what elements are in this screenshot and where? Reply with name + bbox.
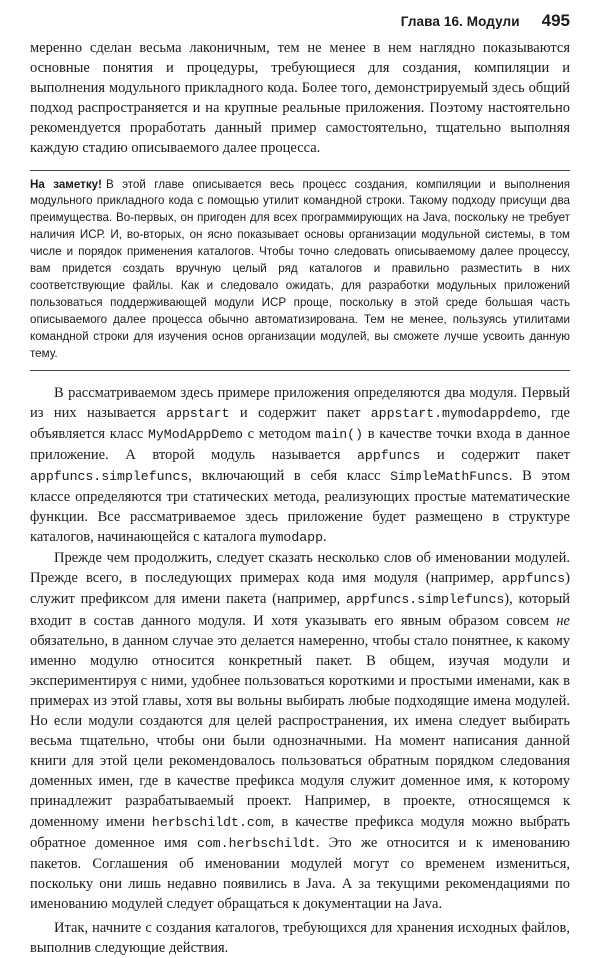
text-run: , включающий в себя класс — [188, 467, 391, 484]
page-body — [30, 38, 570, 958]
code-domain: herbschildt.com — [151, 814, 271, 830]
chapter-title: Глава 16. Модули — [400, 13, 520, 29]
note-label: На заметку! — [30, 177, 102, 191]
note-text: В этой главе описывается весь процесс создания, компиляции и выполнения модульного прикладного кода с помощью утилит командной строки. Такому подходу присущи два преимущества. Во-первых, он пригоден для всех программирующих на Java, поскольку не требует наличия ИСР. И, во-вторых, он ясно показывает основы организации модульной системы, в том числе и порядок применения каталогов. Чтобы точно следовать описываемому далее процессу, вам придется создать вручную целый ряд каталогов и правильно разместить в них соответствующие файлы. Как и следовало ожидать, для разработки модульных приложений пользоваться поддерживающей модули ИСР проще, поскольку в этой среде большая часть описываемого далее процесса обычно автоматизирована. Тем не менее, пользуясь утилитами командной строки для изучения основ организации модулей, вы сможете лучше усвоить данную тему. — [30, 177, 571, 360]
code-module-appstart: appstart — [166, 405, 230, 421]
text-run: , где объявляется класс — [30, 404, 570, 442]
code-dir-mymodapp: mymodapp — [259, 530, 323, 546]
code-class-simplemathfuncs: SimpleMathFuncs — [390, 468, 509, 484]
text-run: . — [323, 529, 327, 546]
text-run: , в качестве префикса модуля можно выбрать обратное доменное имя — [30, 813, 570, 851]
emphasis-not: не — [556, 612, 570, 629]
paragraph-intro: меренно сделан весьма лаконичным, тем не менее в нем наглядно показываются основные понятия и процедуры, требующиеся для создания, компиляции и выполнения модульного прикладного кода. Более того, демонстрируемый здесь общий подход распространяется и на крупные реальные приложения. Поэтому настоятельно рекомендуется проработать данный пример самостоятельно, тщательно выполняя каждую стадию описываемого далее процесса. — [30, 40, 570, 157]
paragraph-example — [30, 383, 570, 549]
code-module-appfuncs: appfuncs — [357, 447, 421, 463]
page-number: 495 — [541, 11, 570, 30]
code-package-appstart: appstart.mymodappdemo — [370, 405, 537, 421]
code-package-simplefuncs: appfuncs.simplefuncs — [30, 468, 189, 484]
text-run: ), который входит в состав данного модуля. И хотя указывать его явным образом совсем — [30, 591, 571, 629]
text-run: обязательно, в данном случае это делается намеренно, чтобы стало понятнее, к какому именно модулю относится конкретный пакет. В общем, изучая модули и экспериментируя с ними, удобнее пользоваться короткими и простыми именами, как в примерах из этой главы, хотя вы вольны выбирать любые подходящие имена модулей. Но если модули создаются для целей распространения, их имена следует выбирать весьма тщательно, чтобы они были однозначными. На момент написания данной книги для этой цели рекомендовалось пользоваться обратным порядком следования доменных имен, где в качестве префикса модуля служит доменное имя, к которому принадлежит разрабатываемый проект. Например, в проекте, относящемся к доменному имени — [30, 632, 570, 830]
text-run: в качестве точки входа в данное приложение. А второй модуль называется — [30, 425, 570, 463]
text-run: и содержит пакет — [229, 404, 371, 421]
paragraph-final: Итак, начните с создания каталогов, требующихся для хранения исходных файлов, выполнив следующие действия. — [30, 919, 570, 957]
code-package-simplefuncs: appfuncs.simplefuncs — [346, 592, 505, 608]
text-run: . Это же относится и к именованию пакетов. Соглашения об именовании модулей могут со временем измениться, поскольку они лишь недавно появились в Java. А за текущими рекомендациями по именованию модулей следует обращаться к документации на Java. — [30, 834, 570, 912]
running-header — [30, 10, 570, 32]
note-box — [30, 170, 570, 371]
text-run: Прежде чем продолжить, следует сказать несколько слов об именовании модулей. Прежде всего, в последующих примерах кода имя модуля (например, — [30, 550, 570, 587]
text-run: В рассматриваемом здесь примере приложения определяются два модуля. Первый из них называется — [30, 384, 570, 421]
text-run: ) служит префиксом для имени пакета (например, — [30, 570, 570, 608]
code-reverse-domain: com.herbschildt — [196, 835, 316, 851]
code-module-appfuncs: appfuncs — [501, 571, 566, 587]
paragraph-naming — [30, 548, 570, 914]
text-run: с методом — [242, 425, 316, 442]
text-run: и содержит пакет — [420, 446, 570, 463]
text-run: . В этом классе определяются три статических метода, реализующих простые математические функции. Все рассматриваемое здесь приложение будет размещено в структуре каталогов, начинающейся с каталога — [30, 467, 570, 546]
code-class-mymodappdemo: MyModAppDemo — [147, 426, 243, 442]
code-method-main: main() — [315, 426, 364, 442]
